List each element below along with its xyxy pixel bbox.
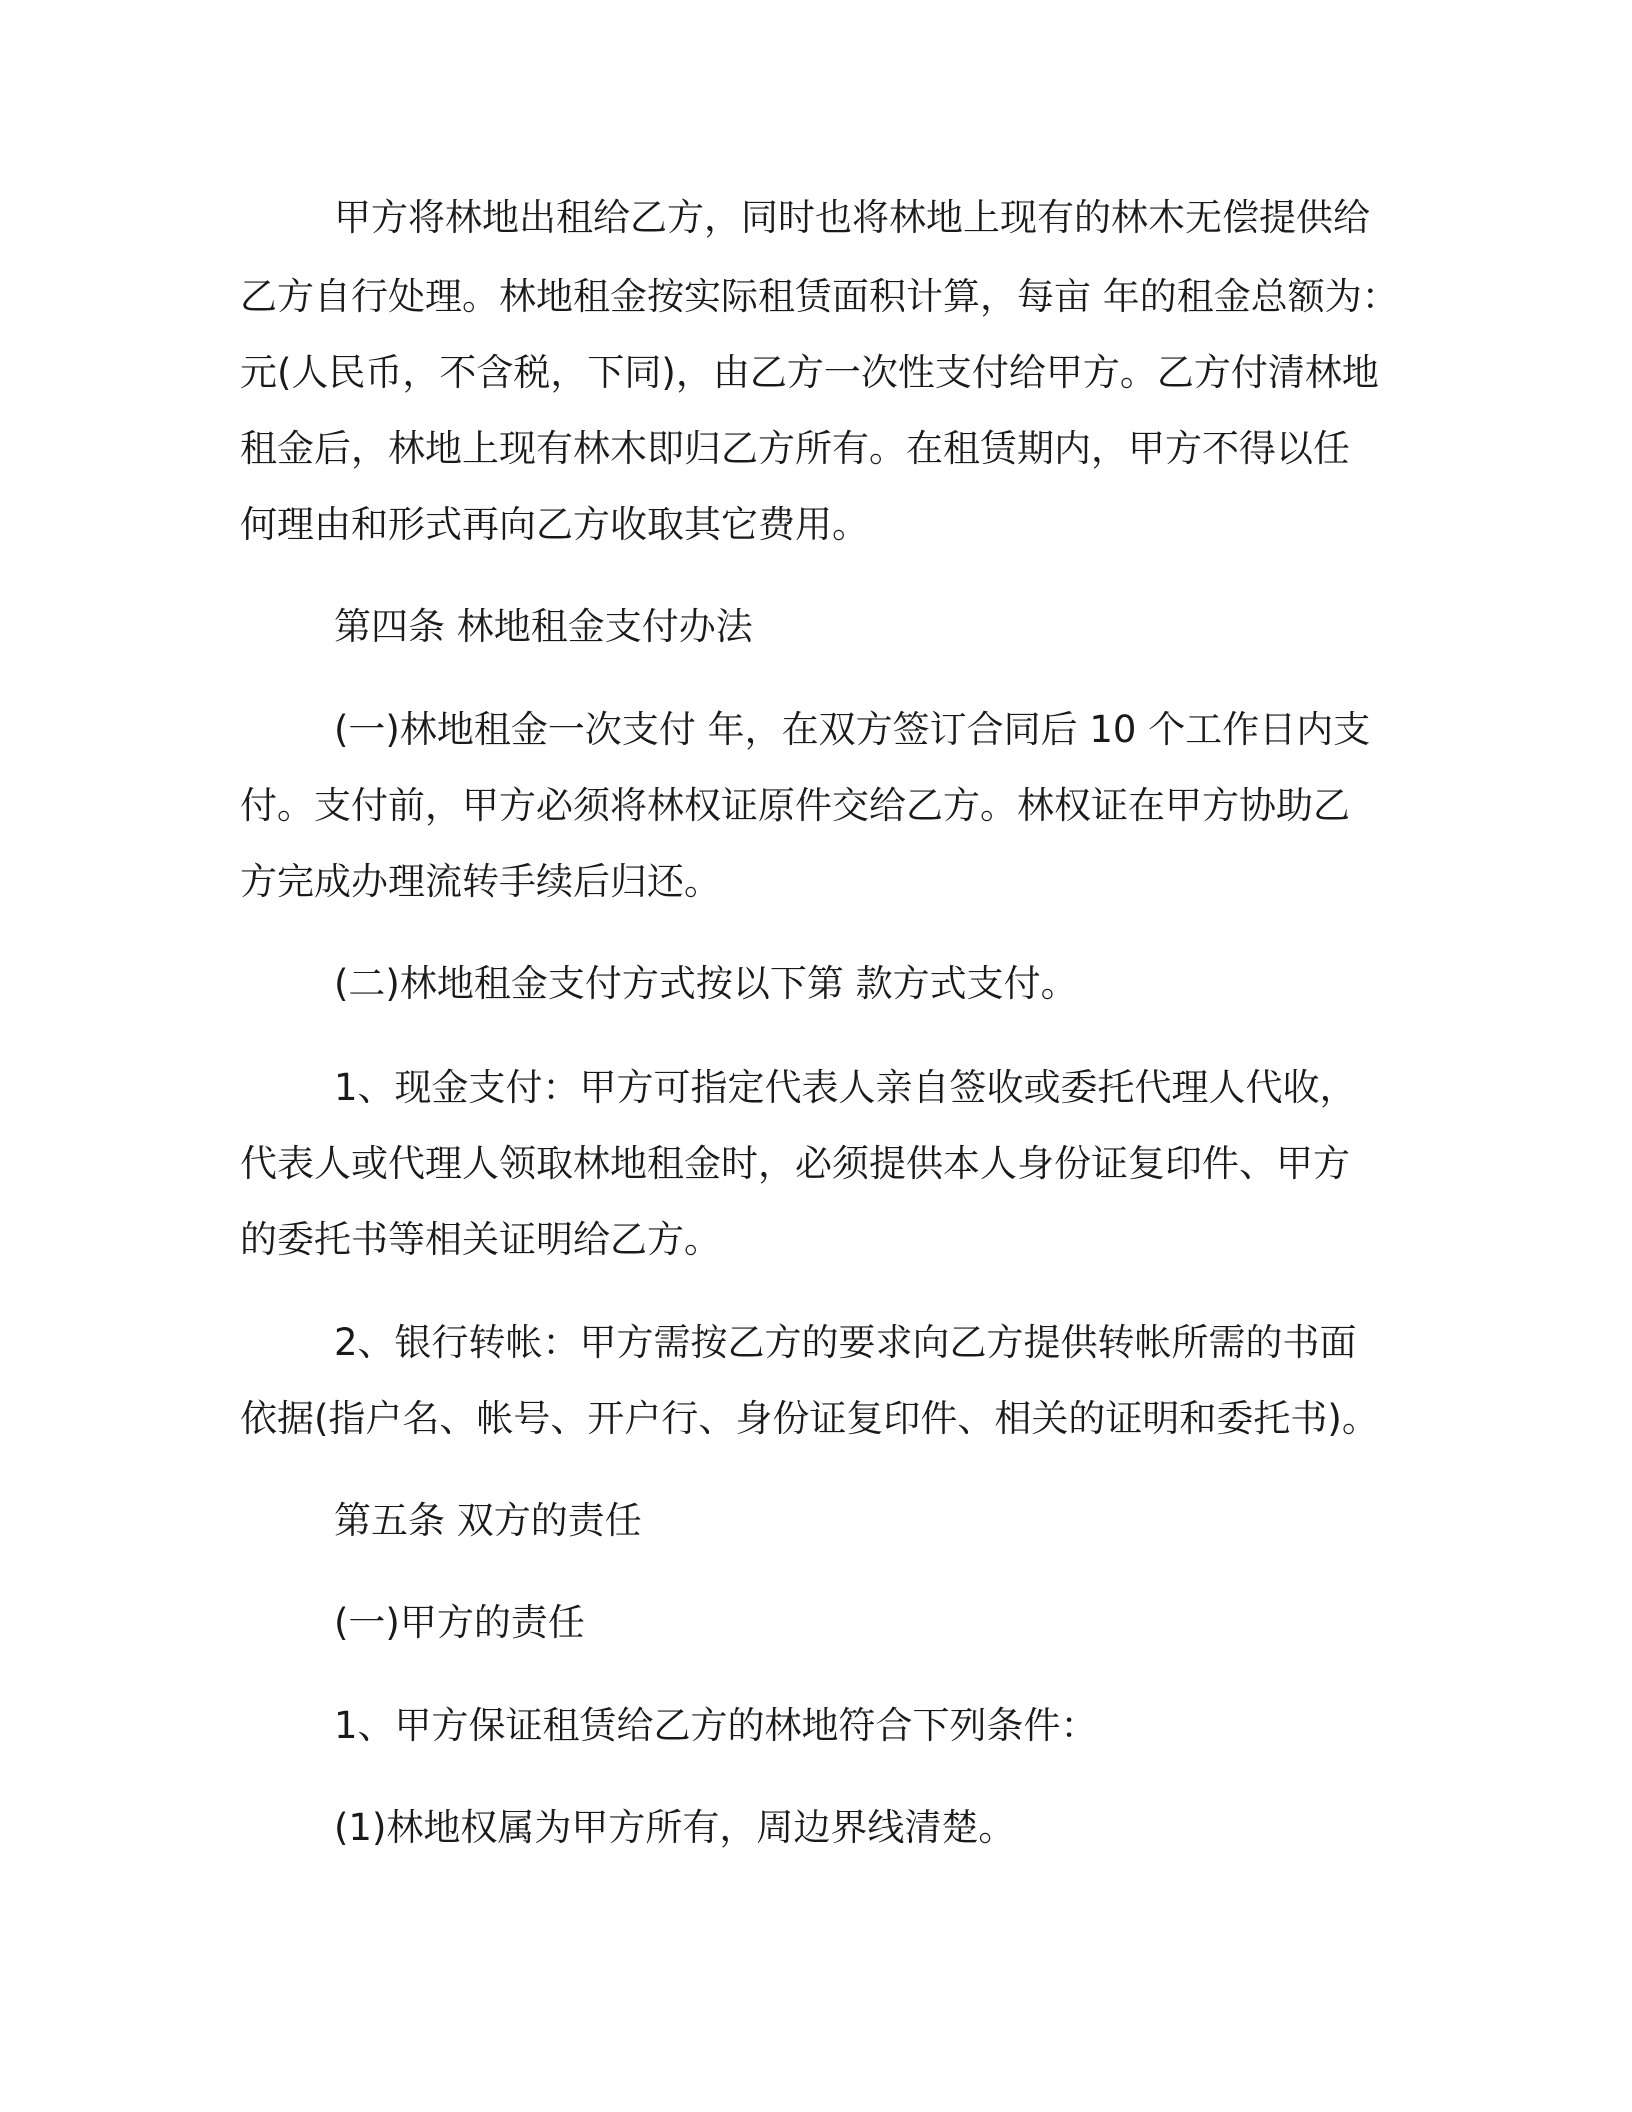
clause-2-text: (二)林地租金支付方式按以下第 款方式支付。	[334, 962, 1078, 1005]
cash-payment-line: 的委托书等相关证明给乙方。	[240, 1218, 721, 1261]
paragraph-line: 租金后，林地上现有林木即归乙方所有。在租赁期内，甲方不得以任	[240, 427, 1350, 470]
paragraph-line: 元(人民币，不含税，下同)，由乙方一次性支付给甲方。乙方付清林地	[240, 351, 1379, 394]
item-1-text: 1、甲方保证租赁给乙方的林地符合下列条件：	[334, 1704, 1098, 1747]
paragraph-line: 乙方自行处理。林地租金按实际租赁面积计算，每亩 年的租金总额为：	[240, 275, 1399, 318]
paragraph-line: 何理由和形式再向乙方收取其它费用。	[240, 503, 869, 546]
article-5-heading: 第五条 双方的责任	[334, 1499, 642, 1542]
sub-item-1-text: (1)林地权属为甲方所有，周边界线清楚。	[334, 1806, 1016, 1849]
paragraph-line: 甲方将林地出租给乙方，同时也将林地上现有的林木无偿提供给	[334, 196, 1370, 239]
bank-transfer-line: 2、银行转帐：甲方需按乙方的要求向乙方提供转帐所需的书面	[334, 1321, 1357, 1364]
clause-line: 方完成办理流转手续后归还。	[240, 860, 721, 903]
clause-line: 付。支付前，甲方必须将林权证原件交给乙方。林权证在甲方协助乙	[240, 784, 1350, 827]
cash-payment-line: 代表人或代理人领取林地租金时，必须提供本人身份证复印件、甲方	[240, 1142, 1350, 1185]
party-a-heading: (一)甲方的责任	[334, 1601, 585, 1644]
bank-transfer-line: 依据(指户名、帐号、开户行、身份证复印件、相关的证明和委托书)。	[240, 1397, 1379, 1440]
article-4-heading: 第四条 林地租金支付办法	[334, 605, 753, 648]
clause-line: (一)林地租金一次支付 年，在双方签订合同后 10 个工作日内支	[334, 708, 1371, 751]
cash-payment-line: 1、现金支付：甲方可指定代表人亲自签收或委托代理人代收，	[334, 1066, 1357, 1109]
